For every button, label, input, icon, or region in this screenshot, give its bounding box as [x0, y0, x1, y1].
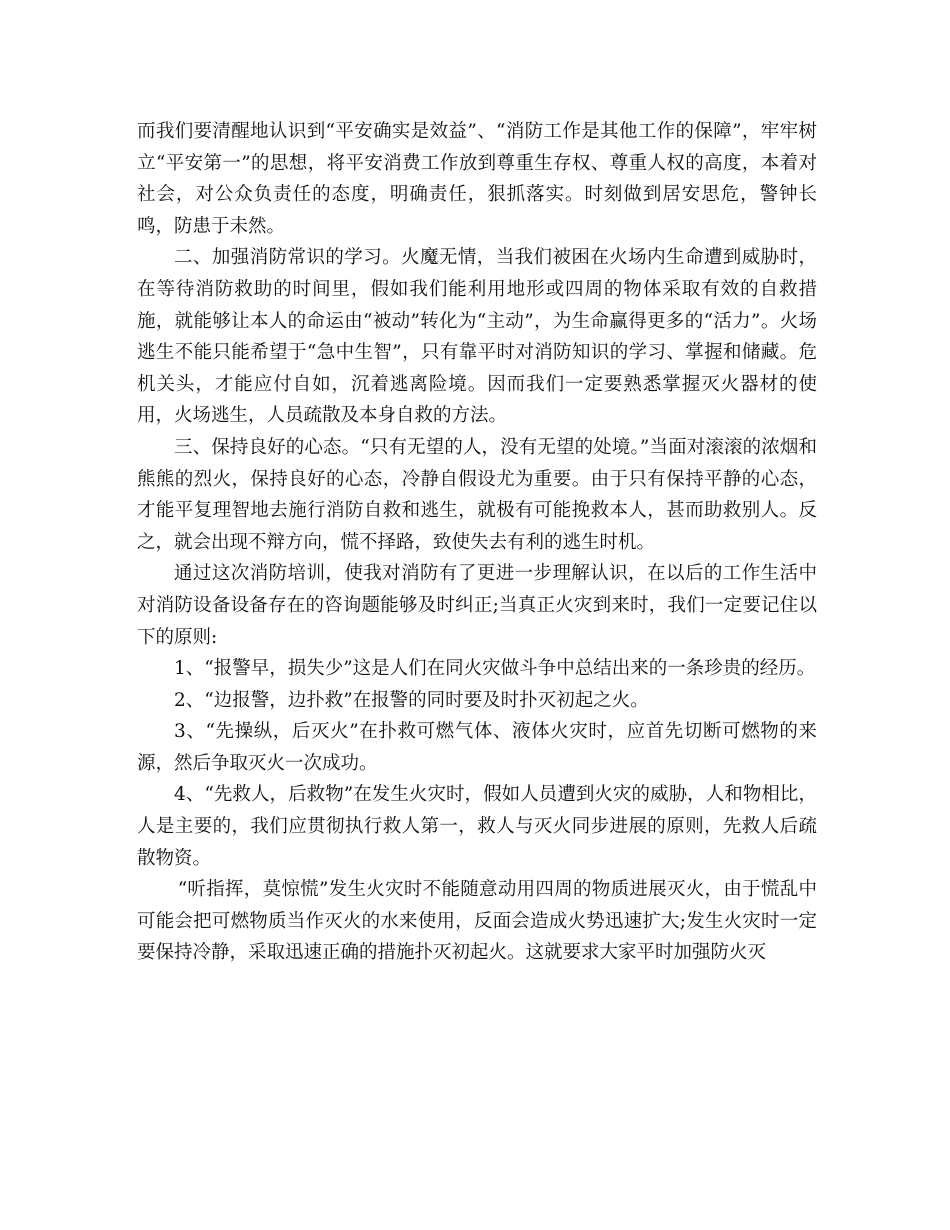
paragraph-fire-knowledge: 二、加强消防常识的学习。火魔无情，当我们被困在火场内生命遭到威胁时，在等待消防救助的时间里，假如我们能利用地形或四周的物体采取有效的自救措施，就能够让本人的命运由“被动”转化为“主动”，为生命赢得更多的“活力”。火场逃生不能只能希望于“急中生智”，只有靠平时对消防知识的学习、掌握和储藏。危机关头，才能应付自如，沉着逃离险境。因而我们一定要熟悉掌握灭火器材的使用，火场逃生，人员疏散及本身自救的方法。 — [137, 247, 817, 427]
paragraph-safety-awareness: 而我们要清醒地认识到“平安确实是效益”、“消防工作是其他工作的保障”，牢牢树立“平安第一”的思想，将平安消费工作放到尊重生存权、尊重人权的高度，本着对社会，对公众负责任的态度，明确责任，狠抓落实。时刻做到居安思危，警钟长鸣，防患于未然。 — [137, 121, 817, 237]
paragraph-follow-command: “听指挥，莫惊慌”发生火灾时不能随意动用四周的物质进展灭火，由于慌乱中可能会把可燃物质当作灭火的水来使用，反面会造成火势迅速扩大;发生火灾时一定要保持冷静，采取迅速正确的措施扑灭初起火。这就要求大家平时加强防火灭 — [137, 879, 817, 964]
list-item-principle-3: 3、“先操纵，后灭火”在扑救可燃气体、液体火灾时，应首先切断可燃物的来源，然后争取灭火一次成功。 — [137, 721, 817, 774]
list-item-principle-1: 1、“报警早，损失少”这是人们在同火灾做斗争中总结出来的一条珍贵的经历。 — [174, 658, 816, 680]
paragraph-good-mindset: 三、保持良好的心态。“只有无望的人，没有无望的处境。”当面对滚滚的浓烟和熊熊的烈火，保持良好的心态，冷静自假设尤为重要。由于只有保持平静的心态，才能平复理智地去施行消防自救和逃生，就极有可能挽救本人，甚而助救别人。反之，就会出现不辩方向，慌不择路，致使失去有利的逃生时机。 — [137, 436, 817, 553]
document-body — [137, 116, 817, 969]
paragraph-training-summary: 通过这次消防培训，使我对消防有了更进一步理解认识，在以后的工作生活中对消防设备设备存在的咨询题能够及时纠正;当真正火灾到来时，我们一定要记住以下的原则: — [137, 563, 817, 648]
list-item-principle-4: 4、“先救人，后救物”在发生火灾时，假如人员遭到火灾的威胁，人和物相比，人是主要的，我们应贯彻执行救人第一，救人与灭火同步进展的原则，先救人后疏散物资。 — [137, 784, 817, 869]
list-item-principle-2: 2、“边报警，边扑救”在报警的同时要及时扑灭初起之火。 — [174, 689, 649, 711]
